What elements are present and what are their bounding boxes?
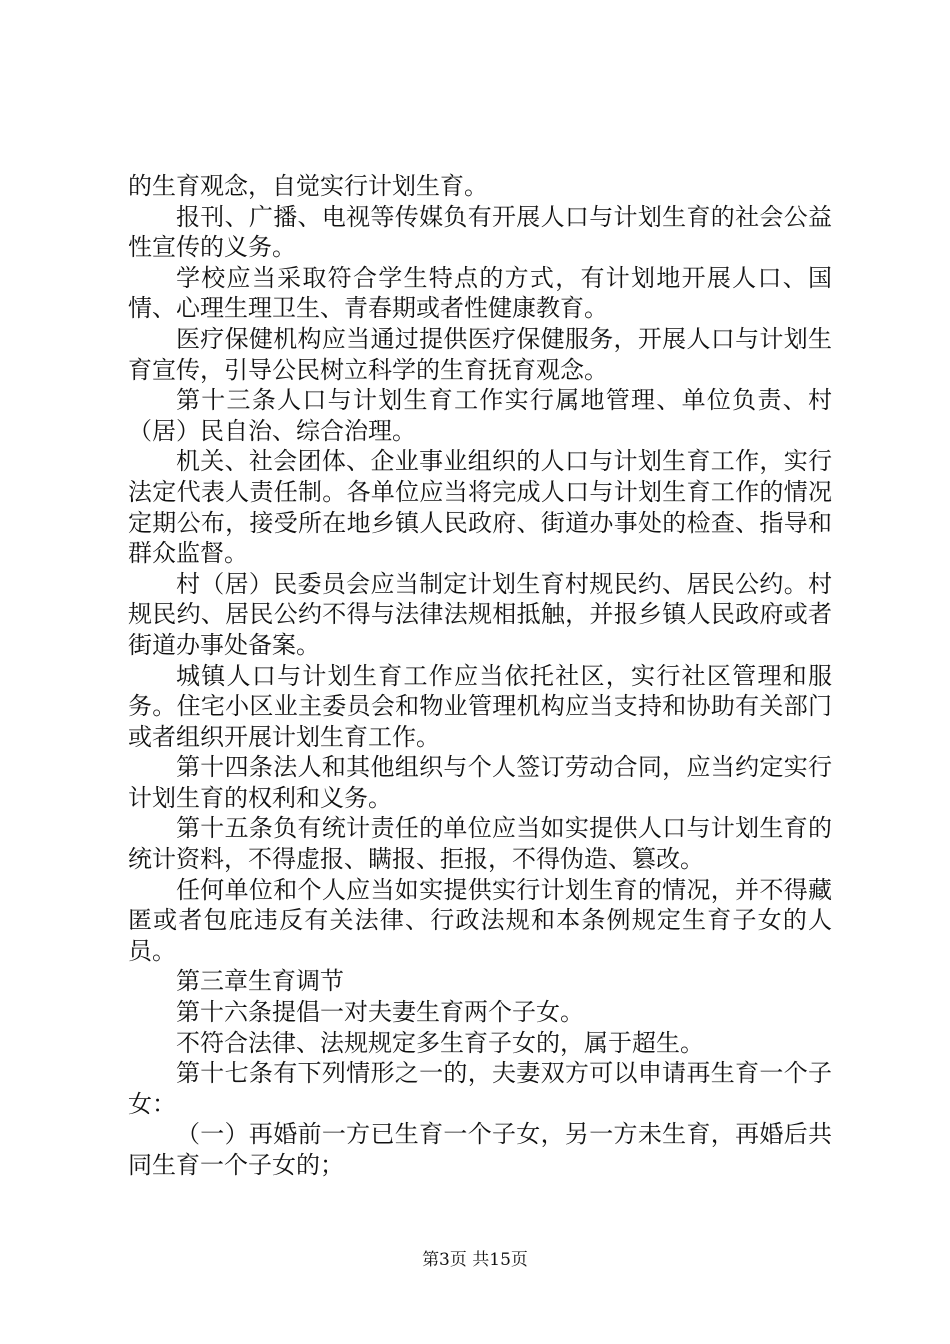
paragraph: 不符合法律、法规规定多生育子女的，属于超生。	[176, 1028, 704, 1057]
page-number: 第3页	[422, 1250, 467, 1270]
paragraph: 的生育观念，自觉实行计划生育。	[128, 172, 488, 200]
paragraph: （一）再婚前一方已生育一个子女，另一方未生育，再婚后共同生育一个子女的；	[128, 1120, 832, 1179]
page-footer	[0, 1245, 950, 1270]
paragraph: 城镇人口与计划生育工作应当依托社区，实行社区管理和服务。住宅小区业主委员会和物业管理机构应当支持和协助有关部门或者组织开展计划生育工作。	[128, 661, 832, 751]
paragraph: 第十七条有下列情形之一的，夫妻双方可以申请再生育一个子女：	[128, 1059, 832, 1118]
paragraph: 医疗保健机构应当通过提供医疗保健服务，开展人口与计划生育宣传，引导公民树立科学的生育抚育观念。	[128, 324, 832, 384]
paragraph: 学校应当采取符合学生特点的方式，有计划地开展人口、国情、心理生理卫生、青春期或者性健康教育。	[128, 263, 832, 323]
paragraph: 第十四条法人和其他组织与个人签订劳动合同，应当约定实行计划生育的权利和义务。	[128, 753, 832, 812]
page-total: 共15页	[472, 1250, 528, 1270]
document-body	[128, 171, 832, 1181]
paragraph: 任何单位和个人应当如实提供实行计划生育的情况，并不得藏匿或者包庇违反有关法律、行政法规和本条例规定生育子女的人员。	[128, 875, 832, 965]
paragraph: 机关、社会团体、企业事业组织的人口与计划生育工作，实行法定代表人责任制。各单位应当将完成人口与计划生育工作的情况定期公布，接受所在地乡镇人民政府、街道办事处的检查、指导和群众监督。	[128, 447, 832, 568]
paragraph: 第十三条人口与计划生育工作实行属地管理、单位负责、村（居）民自治、综合治理。	[128, 386, 832, 445]
paragraph: 第十六条提倡一对夫妻生育两个子女。	[176, 998, 584, 1027]
paragraph: 村（居）民委员会应当制定计划生育村规民约、居民公约。村规民约、居民公约不得与法律法规相抵触，并报乡镇人民政府或者街道办事处备案。	[128, 569, 832, 659]
paragraph: 第十五条负有统计责任的单位应当如实提供人口与计划生育的统计资料，不得虚报、瞒报、拒报，不得伪造、篡改。	[128, 814, 832, 874]
chapter-heading: 第三章生育调节	[176, 967, 344, 996]
paragraph: 报刊、广播、电视等传媒负有开展人口与计划生育的社会公益性宣传的义务。	[128, 202, 832, 262]
